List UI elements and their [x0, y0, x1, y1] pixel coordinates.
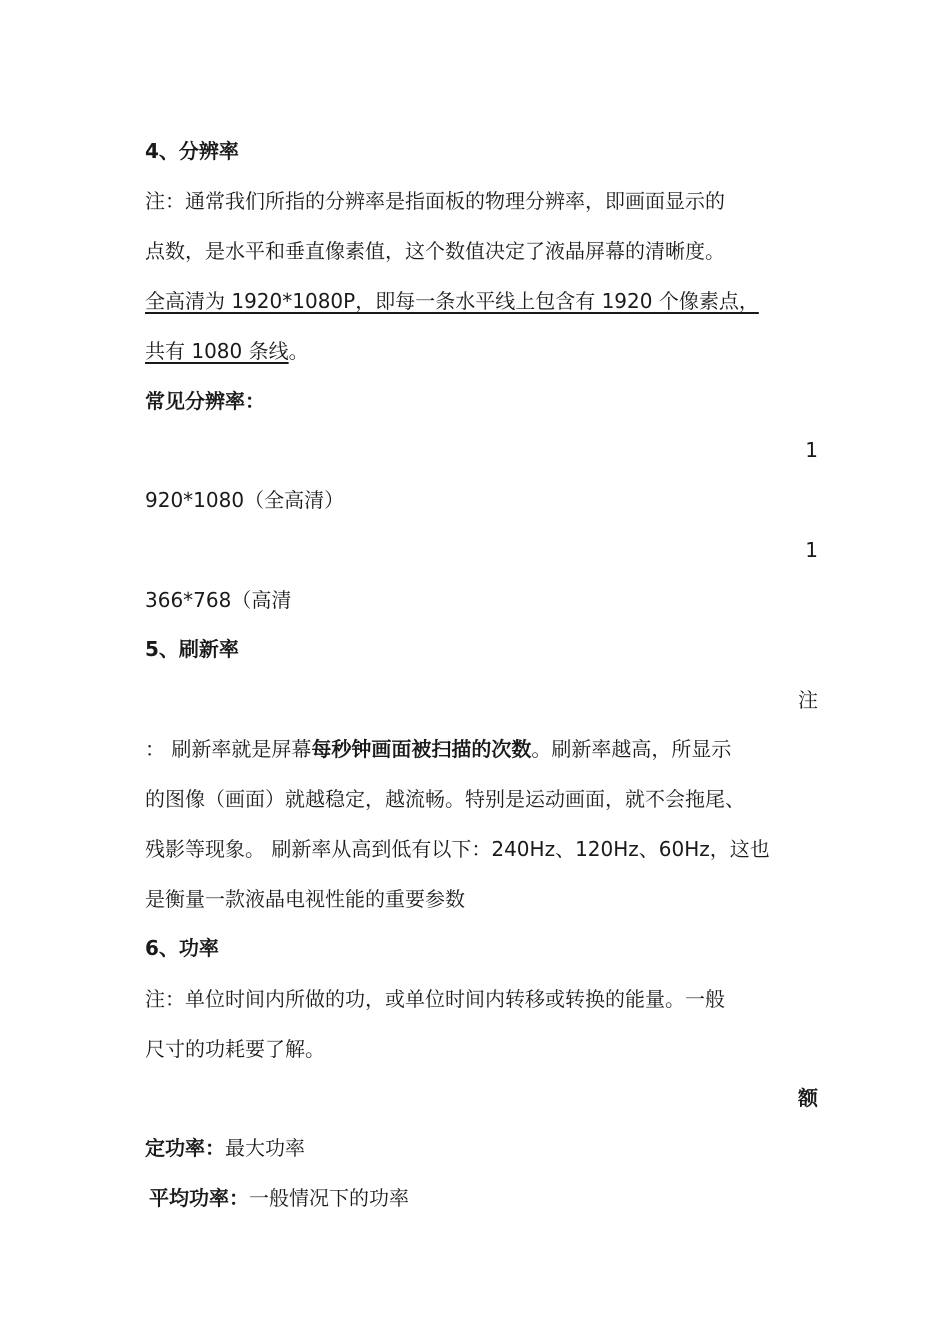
- average-power-label: 平均功率：: [149, 1186, 249, 1210]
- resolution-fullhd-line-2: [145, 337, 825, 365]
- resolution-item-2: 366*768（高清: [145, 588, 292, 612]
- average-power-value: 一般情况下的功率: [249, 1186, 409, 1210]
- rated-power-lead: 额: [798, 1086, 818, 1110]
- rated-power-line: [145, 1134, 825, 1162]
- refresh-line-1-post: 。刷新率越高，所显示: [531, 737, 732, 761]
- resolution-fullhd-line-1: [145, 287, 825, 315]
- refresh-line-1-pre: ： 刷新率就是屏幕: [145, 737, 312, 761]
- refresh-line-1-bold: 每秒钟画面被扫描的次数: [311, 737, 532, 761]
- rated-power-value: 最大功率: [225, 1136, 305, 1160]
- power-note-line-1: 注：单位时间内所做的功，或单位时间内转移或转换的能量。一般: [145, 987, 725, 1011]
- resolution-item-2-lead: 1: [805, 538, 818, 562]
- refresh-line-4: 是衡量一款液晶电视性能的重要参数: [145, 887, 465, 911]
- refresh-line-2: 的图像（画面）就越稳定，越流畅。特别是运动画面，就不会拖尾、: [145, 787, 745, 811]
- rated-power-label: 定功率：: [145, 1136, 225, 1160]
- resolution-note-line-1: 注：通常我们所指的分辨率是指面板的物理分辨率，即画面显示的: [145, 189, 725, 213]
- power-note-line-2: 尺寸的功耗要了解。: [145, 1037, 325, 1061]
- refresh-line-3: 残影等现象。 刷新率从高到低有以下：240Hz、120Hz、60Hz，这也: [145, 837, 770, 861]
- resolution-item-1-lead: 1: [805, 438, 818, 462]
- sentence-end: 。: [288, 339, 309, 363]
- refresh-line-1: [145, 735, 825, 763]
- refresh-note-lead: 注: [798, 688, 818, 712]
- underlined-text: 共有 1080 条线: [145, 339, 289, 363]
- heading-power: 6、功率: [145, 936, 219, 960]
- heading-common-resolutions: 常见分辨率：: [145, 389, 265, 413]
- resolution-note-line-2: 点数，是水平和垂直像素值，这个数值决定了液晶屏幕的清晰度。: [145, 239, 725, 263]
- heading-refresh-rate: 5、刷新率: [145, 637, 239, 661]
- underlined-text: 全高清为 1920*1080P，即每一条水平线上包含有 1920 个像素点，: [145, 289, 759, 313]
- heading-resolution: 4、分辨率: [145, 139, 239, 163]
- resolution-item-1: 920*1080（全高清）: [145, 488, 345, 512]
- average-power-line: [149, 1184, 829, 1212]
